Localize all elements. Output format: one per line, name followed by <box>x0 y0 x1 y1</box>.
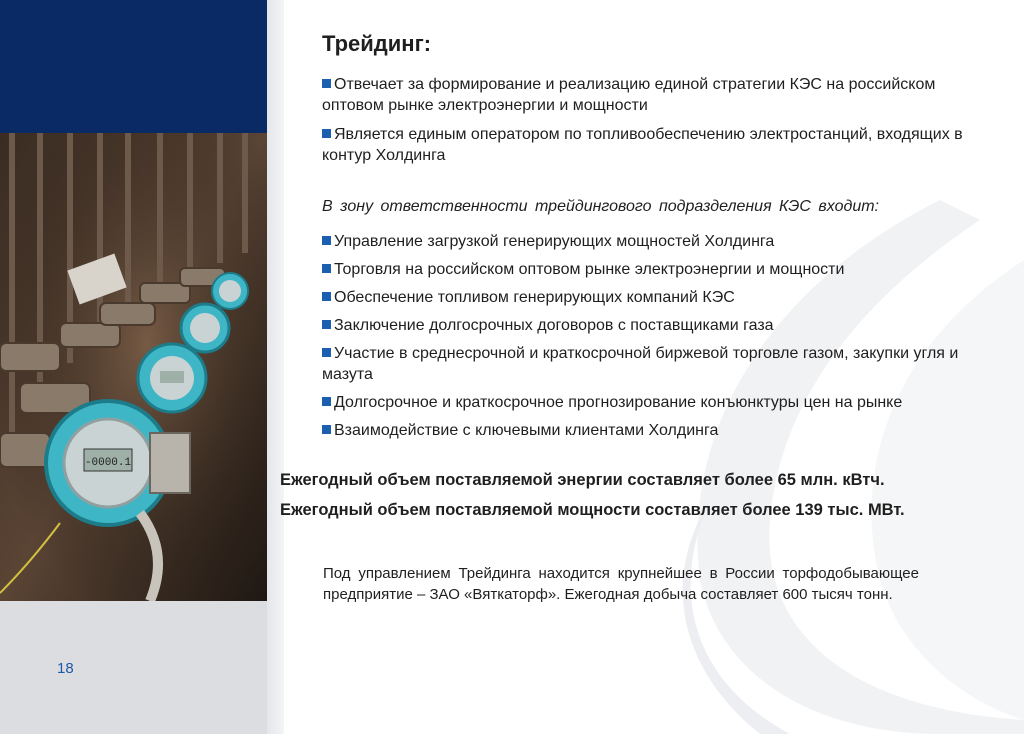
square-bullet-icon <box>322 320 331 329</box>
list-item: Обеспечение топливом генерирующих компаний КЭС <box>322 287 982 308</box>
top-bullet-list <box>322 74 982 174</box>
list-item: Взаимодействие с ключевыми клиентами Холдинга <box>322 420 982 441</box>
list-item: Управление загрузкой генерирующих мощностей Холдинга <box>322 231 982 252</box>
zone-bullet-list <box>322 231 982 448</box>
navy-header-block <box>0 0 267 133</box>
square-bullet-icon <box>322 79 331 88</box>
list-item: Участие в среднесрочной и краткосрочной биржевой торговле газом, закупки угля и мазута <box>322 345 959 383</box>
industrial-gauges-photo <box>0 133 267 601</box>
gauge-display-text: -0000.1 <box>84 457 132 469</box>
photo-illustration <box>0 133 267 601</box>
list-item: Долгосрочное и краткосрочное прогнозирование конъюнктуры цен на рынке <box>322 392 982 413</box>
square-bullet-icon <box>322 264 331 273</box>
list-item: Является единым оператором по топливообеспечению электростанций, входящих в контур Холдинга <box>322 126 963 164</box>
list-item: Торговля на российском оптовом рынке электроэнергии и мощности <box>322 259 982 280</box>
gauge-medium <box>138 344 206 412</box>
square-bullet-icon <box>322 348 331 357</box>
gauge-far <box>212 273 248 309</box>
grey-footer-block <box>0 601 267 734</box>
list-item: Заключение долгосрочных договоров с поставщиками газа <box>322 315 982 336</box>
square-bullet-icon <box>322 425 331 434</box>
peat-enterprise-paragraph: Под управлением Трейдинга находится крупнейшее в России торфодобывающее предприятие – ЗАО «Вяткаторф». Ежегодная добыча составляет 600 тысяч тонн. <box>323 565 919 603</box>
column-divider <box>267 0 284 734</box>
square-bullet-icon <box>322 236 331 245</box>
page-title: Трейдинг: <box>322 31 432 56</box>
zone-heading: В зону ответственности трейдингового подразделения КЭС входит: <box>322 198 879 215</box>
square-bullet-icon <box>322 397 331 406</box>
list-item: Отвечает за формирование и реализацию единой стратегии КЭС на российском оптовом рынке электроэнергии и мощности <box>322 76 936 114</box>
page-number: 18 <box>57 660 74 677</box>
square-bullet-icon <box>322 292 331 301</box>
capacity-volume-statement: Ежегодный объем поставляемой мощности составляет более 139 тыс. МВт. <box>280 501 905 519</box>
gauge-small <box>181 304 229 352</box>
left-column <box>0 0 267 734</box>
square-bullet-icon <box>322 129 331 138</box>
energy-volume-statement: Ежегодный объем поставляемой энергии составляет более 65 млн. кВтч. <box>280 471 885 489</box>
